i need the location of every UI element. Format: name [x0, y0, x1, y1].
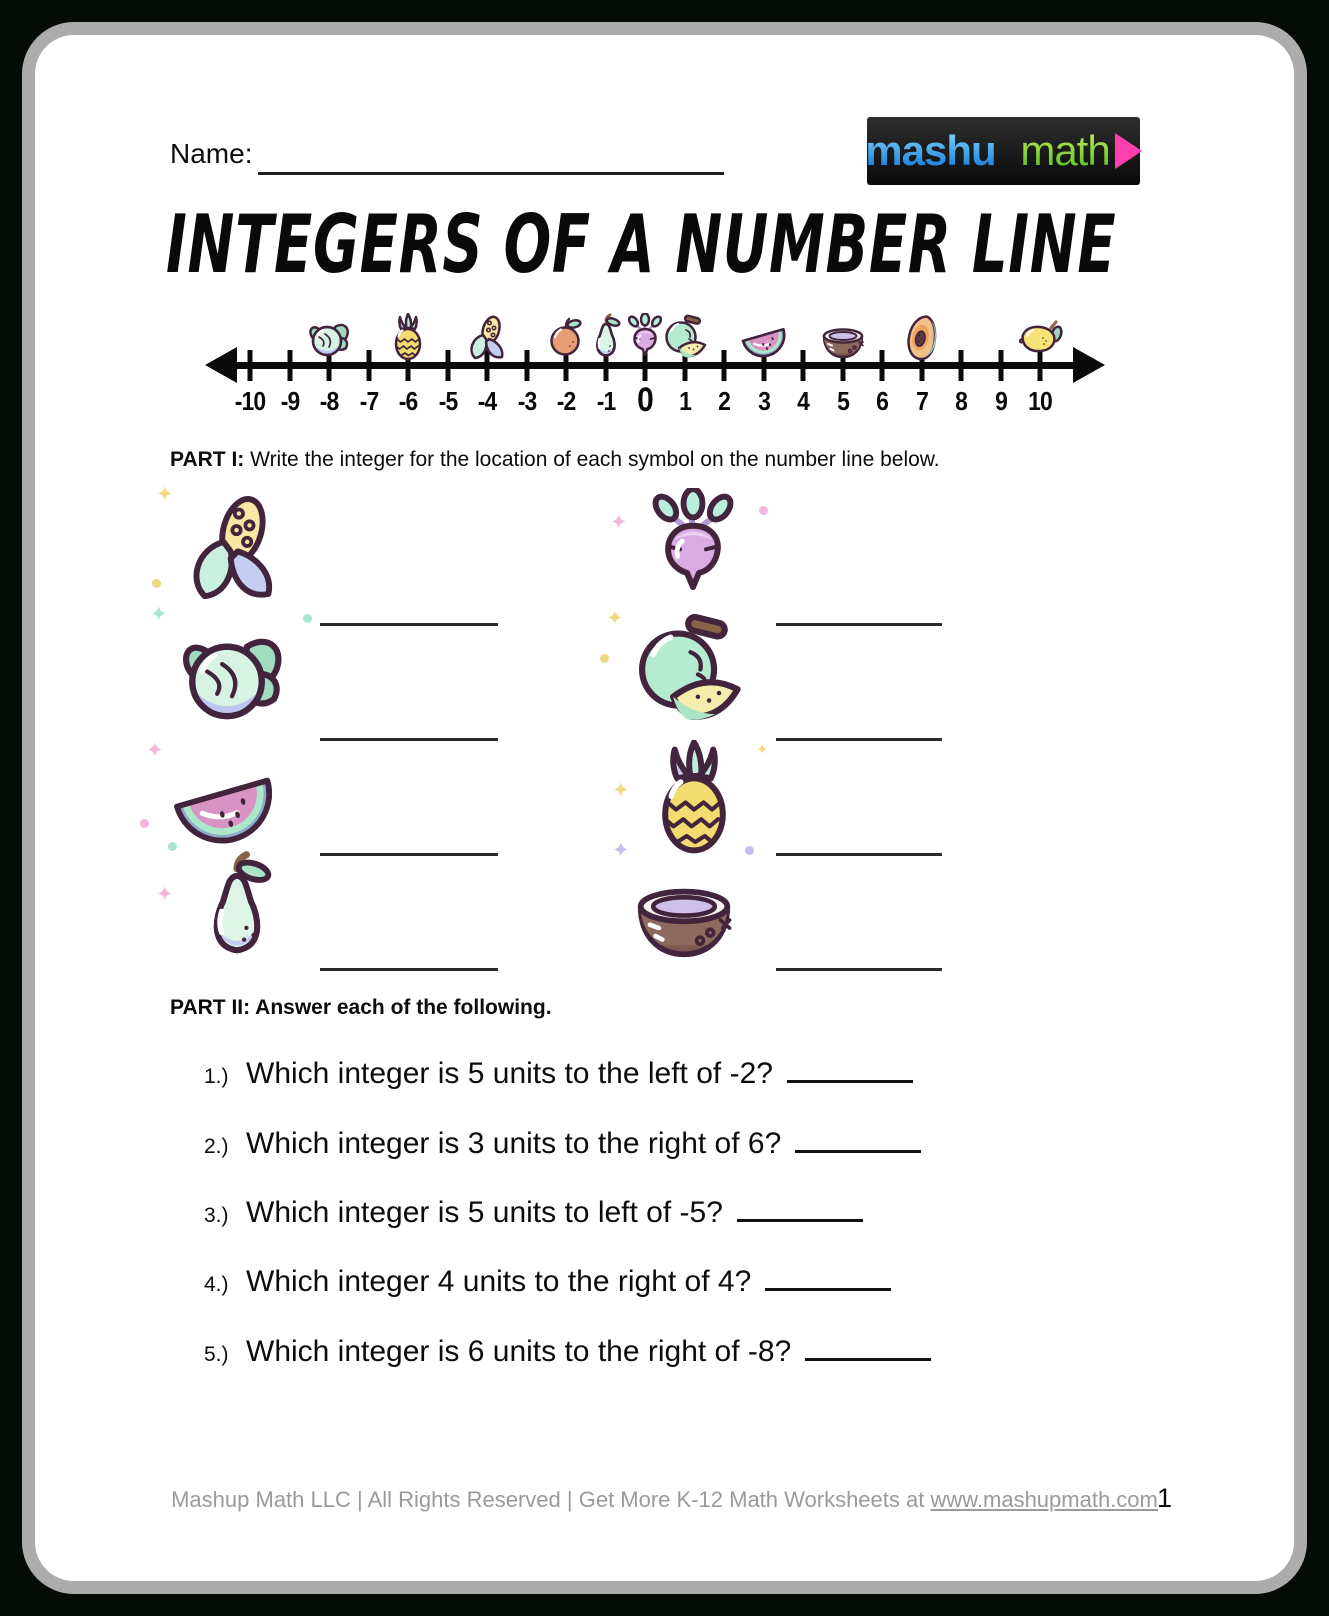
tick-label: 1	[678, 386, 691, 416]
answer-line	[320, 623, 498, 626]
question-row	[204, 1050, 913, 1091]
tick-label: 10	[1028, 386, 1052, 416]
tick-label: -5	[438, 386, 457, 416]
sparkle-icon	[303, 614, 312, 623]
sparkle-icon: ✦	[610, 511, 628, 534]
tick-label: 4	[797, 386, 809, 416]
watermelon-icon	[146, 739, 290, 856]
answer-blank	[737, 1189, 863, 1222]
answer-line	[776, 968, 942, 971]
tick-label: -2	[556, 386, 576, 416]
answer-line	[776, 853, 942, 856]
sparkle-icon: ✦	[150, 603, 168, 626]
logo-text-math: math	[1020, 127, 1110, 174]
tick-mark	[880, 350, 885, 381]
name-line	[258, 144, 724, 175]
corn-icon	[156, 483, 292, 608]
coconut-icon	[818, 313, 868, 363]
sparkle-icon: ✦	[146, 739, 164, 762]
answer-line	[320, 853, 498, 856]
tick-label: -7	[359, 386, 378, 416]
question-text: Which integer 4 units to the right of 4?	[246, 1265, 752, 1298]
mashupmath-logo	[867, 117, 1140, 185]
tick-label: 5	[836, 386, 849, 416]
question-number: 5.)	[204, 1343, 229, 1366]
melon-icon	[660, 313, 710, 363]
pineapple-icon	[383, 313, 433, 363]
tick-label: -1	[596, 386, 615, 416]
tick-label: -9	[280, 386, 299, 416]
tick-label: 3	[757, 386, 770, 416]
page-number: 1	[1157, 1483, 1173, 1513]
tick-label: -6	[398, 386, 418, 416]
tick-label: -10	[234, 386, 266, 416]
sparkle-icon: ✦	[612, 839, 630, 862]
answer-blank	[765, 1258, 891, 1291]
part2-label: PART II:	[170, 996, 251, 1019]
question-number: 3.)	[204, 1204, 229, 1227]
sparkle-icon: ✦	[606, 607, 624, 630]
tick-label: -3	[517, 386, 536, 416]
part1-instructions: Write the integer for the location of each symbol on the number line below.	[250, 448, 940, 471]
coconut-icon	[612, 839, 748, 968]
pineapple-icon	[612, 740, 768, 860]
page-title: INTEGERS OF A NUMBER LINE	[166, 198, 1117, 291]
question-row	[204, 1328, 931, 1369]
tick-mark	[801, 350, 806, 381]
footer-text: Mashup Math LLC | All Rights Reserved | Get More K-12 Math Worksheets at	[171, 1487, 931, 1512]
tick-mark	[722, 350, 727, 381]
sparkle-icon	[152, 579, 161, 588]
sparkle-icon: ✦	[156, 483, 174, 506]
tick-mark	[998, 350, 1003, 381]
tick-label: 9	[994, 386, 1007, 416]
part1-header	[170, 448, 940, 472]
footer	[0, 1487, 1329, 1513]
tick-label: 2	[718, 386, 730, 416]
sparkle-icon: ✦	[612, 779, 630, 802]
logo-text-mashup: mashup	[865, 127, 1021, 181]
answer-line	[776, 738, 942, 741]
question-text: Which integer is 5 units to left of -5?	[246, 1196, 723, 1229]
sparkle-icon	[140, 819, 149, 828]
right-arrow-icon	[1073, 347, 1105, 383]
tick-label: 8	[955, 386, 967, 416]
footer-link[interactable]: www.mashupmath.com	[930, 1487, 1158, 1512]
corn-icon	[462, 313, 512, 363]
tick-label: 7	[915, 386, 928, 416]
question-number: 1.)	[204, 1065, 229, 1088]
sparkle-icon: ✦	[156, 883, 174, 906]
melon-icon	[606, 607, 754, 734]
answer-blank	[795, 1120, 921, 1153]
number-line-ticks	[234, 305, 1052, 425]
tick-label: 0	[637, 381, 653, 419]
tick-mark	[524, 350, 529, 381]
tick-mark	[959, 350, 964, 381]
tick-label: -4	[477, 386, 497, 416]
papaya-icon	[897, 313, 947, 363]
tick-label: 6	[876, 386, 888, 416]
answer-line	[320, 738, 498, 741]
sparkle-icon	[745, 846, 754, 855]
question-number: 2.)	[204, 1135, 229, 1158]
name-label: Name:	[170, 138, 253, 169]
part2-header	[170, 996, 552, 1020]
part1-label: PART I:	[170, 448, 245, 471]
question-row	[204, 1189, 863, 1230]
cabbage-icon	[304, 313, 354, 363]
radish-icon	[610, 488, 752, 606]
question-text: Which integer is 5 units to the left of -2?	[246, 1057, 773, 1090]
pear-icon	[156, 850, 296, 968]
question-row	[204, 1120, 921, 1161]
question-row	[204, 1258, 891, 1299]
sparkle-icon	[600, 654, 609, 663]
answer-line	[320, 968, 498, 971]
cabbage-icon	[150, 603, 294, 736]
sparkle-icon	[759, 506, 768, 515]
question-text: Which integer is 3 units to the right of 6?	[246, 1127, 782, 1160]
tick-mark	[366, 350, 371, 381]
question-text: Which integer is 6 units to the right of -8?	[246, 1335, 792, 1368]
answer-line	[776, 623, 942, 626]
tick-mark	[445, 350, 450, 381]
sparkle-icon: ✦	[756, 741, 768, 757]
answer-blank	[787, 1050, 913, 1083]
question-number: 4.)	[204, 1273, 229, 1296]
answer-blank	[805, 1328, 931, 1361]
number-line	[205, 305, 1105, 425]
sparkle-icon	[168, 842, 177, 851]
lemon-icon	[1015, 313, 1065, 363]
tick-mark	[248, 350, 253, 381]
watermelon-icon	[739, 313, 789, 363]
part2-heading: Answer each of the following.	[255, 996, 552, 1019]
tick-label: -8	[319, 386, 339, 416]
tick-mark	[287, 350, 292, 381]
play-arrow-icon	[1115, 133, 1142, 169]
